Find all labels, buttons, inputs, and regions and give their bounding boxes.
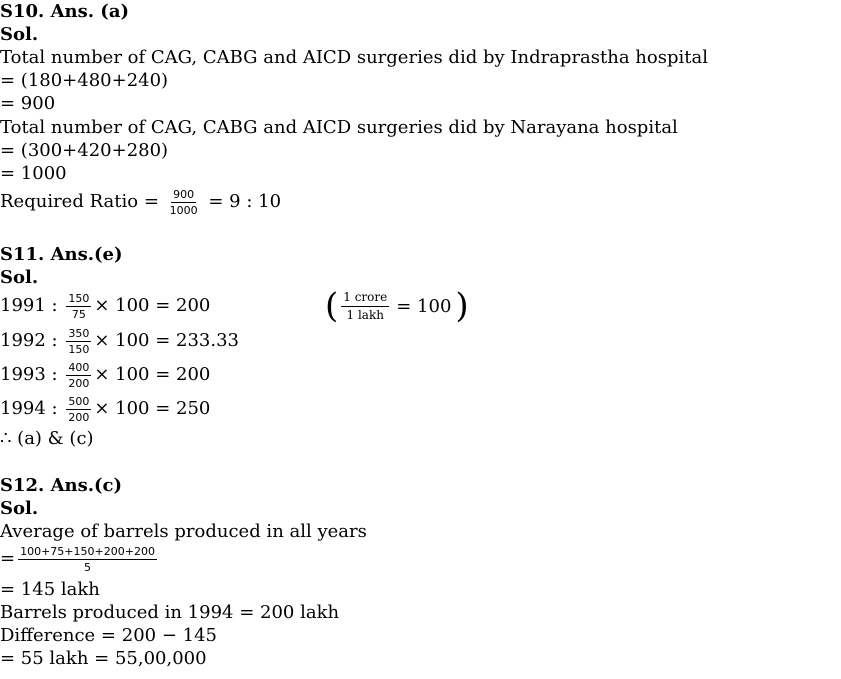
s11-unit-result: = 100 [396,295,452,317]
s12-line-4: Difference = 200 − 145 [0,625,217,646]
s11-row-1993 [0,357,210,393]
s11-conclusion: ∴ (a) & (c) [0,428,94,449]
s12-average-line [0,541,160,577]
s10-ratio-fraction [168,188,200,217]
s12-heading: S12. Ans.(c) [0,475,123,496]
fraction-denominator: 200 [68,376,90,390]
s11-unit-fraction [341,290,389,323]
s11-row-fraction [66,327,91,356]
s11-row-year: 1994 : [0,398,64,419]
left-paren: ( [325,286,339,326]
s10-line-4: Total number of CAG, CABG and AICD surgeries did by Narayana hospital [0,117,678,138]
fraction-numerator: 400 [68,360,90,374]
s11-row-year: 1993 : [0,364,64,385]
s11-row-result: × 100 = 250 [94,398,211,419]
fraction-denominator: 5 [84,560,92,574]
fraction-numerator: 1 crore [341,290,389,307]
fraction-denominator: 1 lakh [346,307,384,322]
s11-unit-note [325,286,469,326]
s10-ratio-line [0,184,281,220]
right-paren: ) [455,286,469,326]
fraction-numerator: 100+75+150+200+200 [20,544,155,558]
s11-row-result: × 100 = 200 [94,295,211,316]
s11-row-result: × 100 = 233.33 [94,330,239,351]
fraction-numerator: 150 [68,291,90,305]
s12-average-fraction [18,545,157,574]
s10-ratio-prefix: Required Ratio = [0,191,165,212]
s10-line-3: = 900 [0,93,56,114]
equals-sign: = [0,548,16,569]
s10-line-1: Total number of CAG, CABG and AICD surgeries did by Indraprastha hospital [0,47,708,68]
s10-heading: S10. Ans. (a) [0,1,129,22]
fraction-denominator: 75 [71,307,86,321]
s11-row-fraction [66,292,91,321]
s12-line-5: = 55 lakh = 55,00,000 [0,648,207,669]
s12-line-2: = 145 lakh [0,579,100,600]
s11-row-year: 1992 : [0,330,64,351]
s11-sol-label: Sol. [0,267,39,288]
fraction-numerator: 500 [68,394,90,408]
s10-line-5: = (300+420+280) [0,140,169,161]
s11-row-1991 [0,288,210,324]
s11-row-1994 [0,391,210,427]
s11-row-fraction [66,361,91,390]
s11-row-fraction [66,395,91,424]
fraction-numerator: 350 [68,326,90,340]
s11-heading: S11. Ans.(e) [0,244,123,265]
s11-row-1992 [0,323,239,359]
s12-sol-label: Sol. [0,498,39,519]
s12-line-3: Barrels produced in 1994 = 200 lakh [0,602,340,623]
s11-row-result: × 100 = 200 [94,364,211,385]
fraction-numerator: 900 [173,187,195,201]
fraction-denominator: 150 [68,342,90,356]
fraction-denominator: 200 [68,410,90,424]
fraction-denominator: 1000 [169,203,198,217]
s10-line-2: = (180+480+240) [0,70,169,91]
s10-line-6: = 1000 [0,163,67,184]
s12-line-1: Average of barrels produced in all years [0,521,367,542]
s10-sol-label: Sol. [0,24,39,45]
s11-row-year: 1991 : [0,295,64,316]
s10-ratio-suffix: = 9 : 10 [202,191,282,212]
